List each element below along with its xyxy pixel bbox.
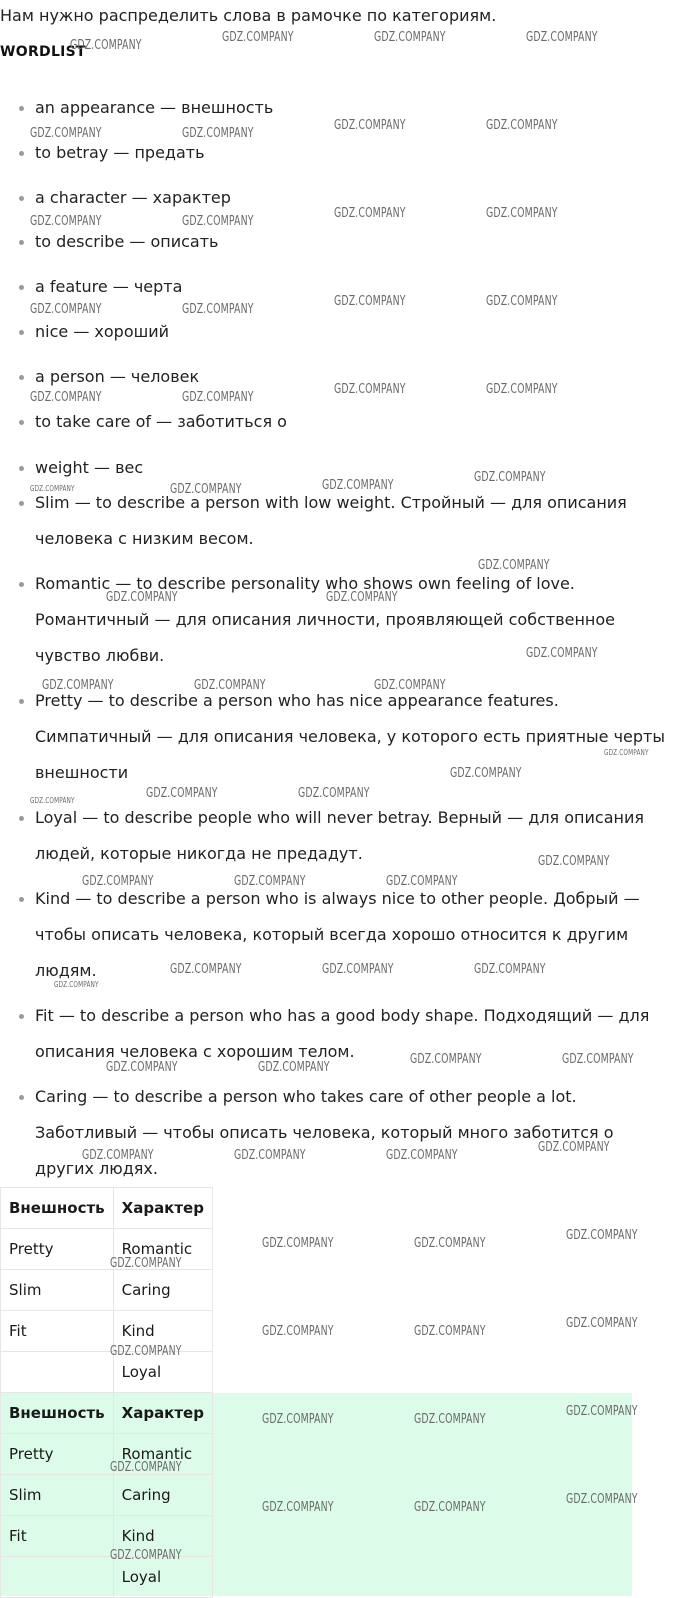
- watermark: GDZ.COMPANY: [374, 678, 446, 693]
- watermark: GDZ.COMPANY: [566, 1228, 638, 1243]
- table-cell: [1, 1557, 114, 1598]
- watermark: GDZ.COMPANY: [414, 1236, 486, 1251]
- watermark: GDZ.COMPANY: [414, 1412, 486, 1427]
- watermark: GDZ.COMPANY: [334, 206, 406, 221]
- watermark: GDZ.COMPANY: [334, 118, 406, 133]
- column-header: Характер: [113, 1393, 212, 1434]
- table-cell: Slim: [1, 1475, 114, 1516]
- category-table: [0, 1187, 213, 1393]
- watermark: GDZ.COMPANY: [604, 748, 649, 757]
- watermark: GDZ.COMPANY: [182, 390, 254, 405]
- watermark: GDZ.COMPANY: [526, 30, 598, 45]
- watermark: GDZ.COMPANY: [194, 678, 266, 693]
- list-item: a character — характер: [35, 180, 231, 216]
- watermark: GDZ.COMPANY: [474, 962, 546, 977]
- watermark: GDZ.COMPANY: [486, 118, 558, 133]
- list-item: Caring — to describe a person who takes care of other people a lot. Заботливый — чтобы описать человека, который много заботится о других людях.: [35, 1079, 675, 1187]
- watermark: GDZ.COMPANY: [414, 1324, 486, 1339]
- watermark: GDZ.COMPANY: [374, 30, 446, 45]
- watermark: GDZ.COMPANY: [82, 874, 154, 889]
- table-cell: Romantic: [113, 1229, 212, 1270]
- list-item: weight — вес: [35, 450, 143, 486]
- table-cell: Loyal: [113, 1557, 212, 1598]
- list-item: Kind — to describe a person who is always nice to other people. Добрый — чтобы описать человека, который всегда хорошо относится к другим людям.: [35, 881, 675, 989]
- watermark: GDZ.COMPANY: [478, 558, 550, 573]
- table-cell: Romantic: [113, 1434, 212, 1475]
- table-cell: [1, 1352, 114, 1393]
- list-item: a feature — черта: [35, 269, 182, 305]
- list-item: a person — человек: [35, 359, 199, 395]
- list-item: nice — хороший: [35, 314, 169, 350]
- watermark: GDZ.COMPANY: [30, 390, 102, 405]
- table-cell: Pretty: [1, 1434, 114, 1475]
- table-cell: Pretty: [1, 1229, 114, 1270]
- column-header: Характер: [113, 1188, 212, 1229]
- watermark: GDZ.COMPANY: [222, 30, 294, 45]
- table-cell: Fit: [1, 1516, 114, 1557]
- watermark: GDZ.COMPANY: [450, 766, 522, 781]
- watermark: GDZ.COMPANY: [110, 1256, 182, 1271]
- watermark: GDZ.COMPANY: [182, 214, 254, 229]
- watermark: GDZ.COMPANY: [30, 214, 102, 229]
- watermark: GDZ.COMPANY: [54, 980, 99, 989]
- watermark: GDZ.COMPANY: [146, 786, 218, 801]
- watermark: GDZ.COMPANY: [538, 854, 610, 869]
- watermark: GDZ.COMPANY: [262, 1412, 334, 1427]
- table-header-row: [1, 1393, 213, 1434]
- watermark: GDZ.COMPANY: [234, 874, 306, 889]
- watermark: GDZ.COMPANY: [110, 1460, 182, 1475]
- watermark: GDZ.COMPANY: [182, 302, 254, 317]
- watermark: GDZ.COMPANY: [182, 126, 254, 141]
- watermark: GDZ.COMPANY: [410, 1052, 482, 1067]
- watermark: GDZ.COMPANY: [106, 590, 178, 605]
- watermark: GDZ.COMPANY: [30, 302, 102, 317]
- list-item: to describe — описать: [35, 224, 218, 260]
- watermark: GDZ.COMPANY: [566, 1316, 638, 1331]
- list-item: Loyal — to describe people who will never betray. Верный — для описания людей, которые никогда не предадут.: [35, 800, 675, 872]
- list-item: to take care of — заботиться о: [35, 404, 287, 440]
- watermark: GDZ.COMPANY: [262, 1500, 334, 1515]
- intro-text: Нам нужно распределить слова в рамочке по категориям.: [0, 6, 497, 25]
- watermark: GDZ.COMPANY: [386, 874, 458, 889]
- watermark: GDZ.COMPANY: [234, 1148, 306, 1163]
- watermark: GDZ.COMPANY: [562, 1052, 634, 1067]
- watermark: GDZ.COMPANY: [474, 470, 546, 485]
- list-item: Slim — to describe a person with low weight. Стройный — для описания человека с низким весом.: [35, 485, 675, 557]
- watermark: GDZ.COMPANY: [42, 678, 114, 693]
- watermark: GDZ.COMPANY: [30, 126, 102, 141]
- watermark: GDZ.COMPANY: [322, 478, 394, 493]
- watermark: GDZ.COMPANY: [106, 1060, 178, 1075]
- watermark: GDZ.COMPANY: [170, 482, 242, 497]
- list-item: Fit — to describe a person who has a good body shape. Подходящий — для описания человека с хорошим телом.: [35, 998, 675, 1070]
- wordlist-heading: WORDLIST: [0, 44, 86, 60]
- watermark: GDZ.COMPANY: [566, 1404, 638, 1419]
- table-row: [1, 1475, 213, 1516]
- watermark: GDZ.COMPANY: [30, 484, 75, 493]
- table-cell: Slim: [1, 1270, 114, 1311]
- watermark: GDZ.COMPANY: [262, 1236, 334, 1251]
- table-row: [1, 1270, 213, 1311]
- watermark: GDZ.COMPANY: [326, 590, 398, 605]
- table-cell: Kind: [113, 1311, 212, 1352]
- watermark: GDZ.COMPANY: [322, 962, 394, 977]
- list-item: Romantic — to describe personality who shows own feeling of love. Романтичный — для описания личности, проявляющей собственное чувство любви.: [35, 566, 675, 674]
- watermark: GDZ.COMPANY: [258, 1060, 330, 1075]
- watermark: GDZ.COMPANY: [170, 962, 242, 977]
- watermark: GDZ.COMPANY: [30, 796, 75, 805]
- watermark: GDZ.COMPANY: [538, 1140, 610, 1155]
- watermark: GDZ.COMPANY: [486, 382, 558, 397]
- list-item: Pretty — to describe a person who has nice appearance features. Симпатичный — для описания человека, у которого есть приятные черты внешности: [35, 683, 675, 791]
- watermark: GDZ.COMPANY: [566, 1492, 638, 1507]
- table-header-row: [1, 1188, 213, 1229]
- watermark: GDZ.COMPANY: [70, 38, 142, 53]
- watermark: GDZ.COMPANY: [110, 1344, 182, 1359]
- watermark: GDZ.COMPANY: [298, 786, 370, 801]
- answer-table: [0, 1392, 213, 1598]
- table-cell: Fit: [1, 1311, 114, 1352]
- watermark: GDZ.COMPANY: [262, 1324, 334, 1339]
- watermark: GDZ.COMPANY: [486, 206, 558, 221]
- watermark: GDZ.COMPANY: [526, 646, 598, 661]
- watermark: GDZ.COMPANY: [486, 294, 558, 309]
- table-cell: Loyal: [113, 1352, 212, 1393]
- column-header: Внешность: [1, 1393, 114, 1434]
- watermark: GDZ.COMPANY: [82, 1148, 154, 1163]
- table-cell: Kind: [113, 1516, 212, 1557]
- watermark: GDZ.COMPANY: [334, 382, 406, 397]
- watermark: GDZ.COMPANY: [414, 1500, 486, 1515]
- table-cell: Caring: [113, 1475, 212, 1516]
- list-item: an appearance — внешность: [35, 90, 273, 126]
- watermark: GDZ.COMPANY: [334, 294, 406, 309]
- watermark: GDZ.COMPANY: [386, 1148, 458, 1163]
- list-item: to betray — предать: [35, 135, 205, 171]
- table-cell: Caring: [113, 1270, 212, 1311]
- watermark: GDZ.COMPANY: [110, 1548, 182, 1563]
- column-header: Внешность: [1, 1188, 114, 1229]
